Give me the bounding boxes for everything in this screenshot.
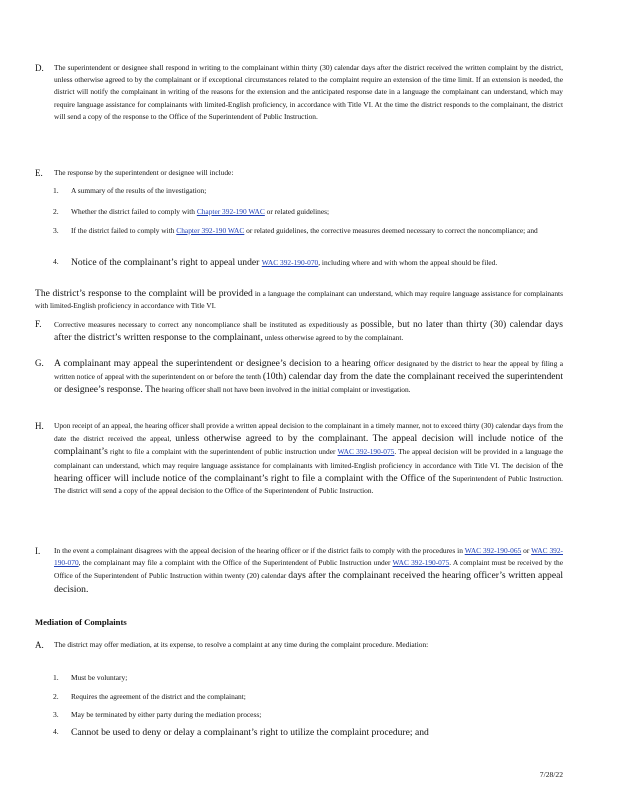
- section-i-label: I.: [35, 546, 41, 556]
- h-text-a: Upon receipt of an appeal, the hearing officer shall provide a written appeal decision to the complainant in a timely manner, not to exceed thirty (30) calendar days from the date the district received the appeal,: [54, 421, 563, 444]
- i-text-big: days after the complainant received the hearing officer’s written appeal decision.: [54, 570, 563, 595]
- mediation-section-a: [35, 639, 563, 651]
- i-text-d: . A complaint must be received by the Office of the Superintendent of Public Instruction within twenty (20) calendar: [54, 558, 563, 581]
- item-number: 4.: [53, 257, 59, 266]
- mediation-item-4: [53, 726, 563, 739]
- item-text: Requires the agreement of the district and the complainant;: [71, 692, 246, 701]
- section-f-label: F.: [35, 319, 42, 329]
- mediation-a-text: The district may offer mediation, at its expense, to resolve a complaint at any time during the complaint procedure. Mediation:: [54, 640, 429, 649]
- wac-065-link[interactable]: WAC 392-190-065: [464, 546, 522, 555]
- item-number: 3.: [53, 710, 59, 719]
- i-text-a: In the event a complainant disagrees with the appeal decision of the hearing officer or if the district fails to comply with the procedures in: [54, 546, 465, 555]
- mediation-item-3: [53, 709, 563, 721]
- section-e: [35, 167, 563, 179]
- item-text: [53, 726, 563, 739]
- section-h-text: [35, 420, 563, 497]
- item-number: 2.: [53, 692, 59, 701]
- h-text-d: Superintendent of Public Instruction. The district will send a copy of the appeal decision to the Office of the Superintendent of Public Instruction.: [54, 473, 563, 496]
- closing-text-small: in a language the complainant can understand, which may require language assistance for complainants with limited-English proficiency in accordance with Title VI.: [35, 289, 563, 311]
- section-h: [35, 420, 563, 497]
- section-d: [35, 62, 563, 123]
- item-text-a: If the district failed to comply with: [71, 226, 177, 235]
- item-number: 4.: [53, 727, 59, 736]
- section-e-closing: [35, 287, 563, 312]
- f-text-big: possible, but no later than thirty (30) calendar days after the district’s written response to the complainant,: [54, 319, 563, 344]
- mediation-item-2: [53, 691, 563, 703]
- item-text: [53, 225, 563, 237]
- section-f-text: [35, 318, 563, 344]
- section-g-label: G.: [35, 358, 44, 368]
- mediation-heading: Mediation of Complaints: [35, 617, 127, 627]
- item-text-b: or related guidelines, the corrective measures deemed necessary to correct the noncompliance; and: [244, 226, 538, 235]
- item-text: A summary of the results of the investigation;: [71, 186, 207, 195]
- wac-070-link[interactable]: WAC 392-190-070: [54, 546, 563, 568]
- item-text: Must be voluntary;: [71, 673, 128, 682]
- item-number: 2.: [53, 207, 59, 216]
- item-text-b: or related guidelines;: [264, 207, 330, 216]
- section-e-item-3: [53, 225, 563, 237]
- g-text-big-a: A complainant may appeal the superintendent or designee’s decision to a hearing o: [54, 358, 379, 369]
- wac-chapter-link[interactable]: Chapter 392-190 WAC: [176, 226, 245, 235]
- item-number: 3.: [53, 226, 59, 235]
- f-text-b: unless otherwise agreed to by the complainant.: [262, 333, 404, 343]
- item-number: 1.: [53, 673, 59, 682]
- section-e-item-1: [53, 185, 563, 197]
- i-text-b: or: [521, 546, 532, 555]
- wac-070-link[interactable]: WAC 392-190-070: [261, 258, 319, 267]
- item-text-b: , including where and with whom the appeal should be filed.: [318, 258, 498, 267]
- mediation-a-label: A.: [35, 640, 44, 650]
- section-h-label: H.: [35, 421, 44, 431]
- g-text-b: hearing officer shall not have been involved in the initial complaint or investigation.: [159, 385, 411, 395]
- section-e-item-4: [53, 256, 563, 269]
- section-e-item-2: [53, 206, 563, 218]
- closing-text: [35, 287, 563, 312]
- section-e-intro: The response by the superintendent or designee will include:: [54, 168, 234, 177]
- closing-text-big: The district’s response to the complaint will be provided: [35, 288, 253, 299]
- item-text-big: Cannot be used to deny or delay a complainant’s right to utilize the complaint procedure; and: [71, 727, 429, 738]
- section-d-label: D.: [35, 63, 44, 73]
- f-text-a: Corrective measures necessary to correct any noncompliance shall be instituted as expeditiously as: [54, 320, 361, 329]
- h-text-big-b: the hearing officer will include notice of the complainant’s right to file a complaint with the Office of the: [54, 459, 563, 484]
- h-text-c: . The appeal decision will be provided in a language the complainant can understand, which may require language assistance for complainants with limited-English proficiency in accordance with Title VI. The decision of: [54, 447, 564, 470]
- mediation-item-1: [53, 672, 563, 684]
- h-text-big-a: unless otherwise agreed to by the complainant. The appeal decision will include notice of the complainant’s: [54, 433, 563, 458]
- footer-date: 7/28/22: [539, 770, 563, 779]
- item-text-big: Notice of the complainant’s right to appeal under: [71, 257, 262, 268]
- section-e-label: E.: [35, 168, 43, 178]
- item-text: [53, 206, 563, 218]
- section-g-text: [35, 357, 563, 397]
- section-i-text: [35, 545, 563, 596]
- section-i: [35, 545, 563, 596]
- section-f: [35, 318, 563, 344]
- item-number: 1.: [53, 186, 59, 195]
- item-text-a: Whether the district failed to comply with: [71, 207, 197, 216]
- section-g: [35, 357, 563, 397]
- wac-075-link[interactable]: WAC 392-190-075: [337, 447, 395, 457]
- wac-chapter-link[interactable]: Chapter 392-190 WAC: [196, 207, 265, 216]
- item-text: May be terminated by either party during the mediation process;: [71, 710, 262, 719]
- g-text-big-b: (10th) calendar day from the date the complainant received the superintendent or designee’s response. The: [54, 371, 563, 396]
- i-text-c: , the complainant may file a complaint with the Office of the Superintendent of Public Instruction under: [78, 558, 393, 568]
- g-text-a: fficer designated by the district to hear the appeal by filing a written notice of appeal with the superintendent on or before the tenth: [54, 359, 563, 382]
- h-text-b: right to file a complaint with the superintendent of public instruction under: [107, 447, 338, 457]
- section-d-text: The superintendent or designee shall respond in writing to the complainant within thirty (30) calendar days after the district received the written complaint by the district, unless otherwise agreed to by the complainant or if exceptional circumstances related to the complaint require an extension of the time limit. If an extension is needed, the district will notify the complainant in writing of the reasons for the extension and the anticipated response date in a language the complainant can understand, which may require language assistance for complainants with limited-English proficiency, in accordance with Title VI. At the time the district responds to the complainant, the district will send a copy of the response to the Office of the Superintendent of Public Instruction.: [54, 63, 563, 121]
- wac-075-link[interactable]: WAC 392-190-075: [392, 558, 450, 568]
- item-text: [53, 256, 563, 269]
